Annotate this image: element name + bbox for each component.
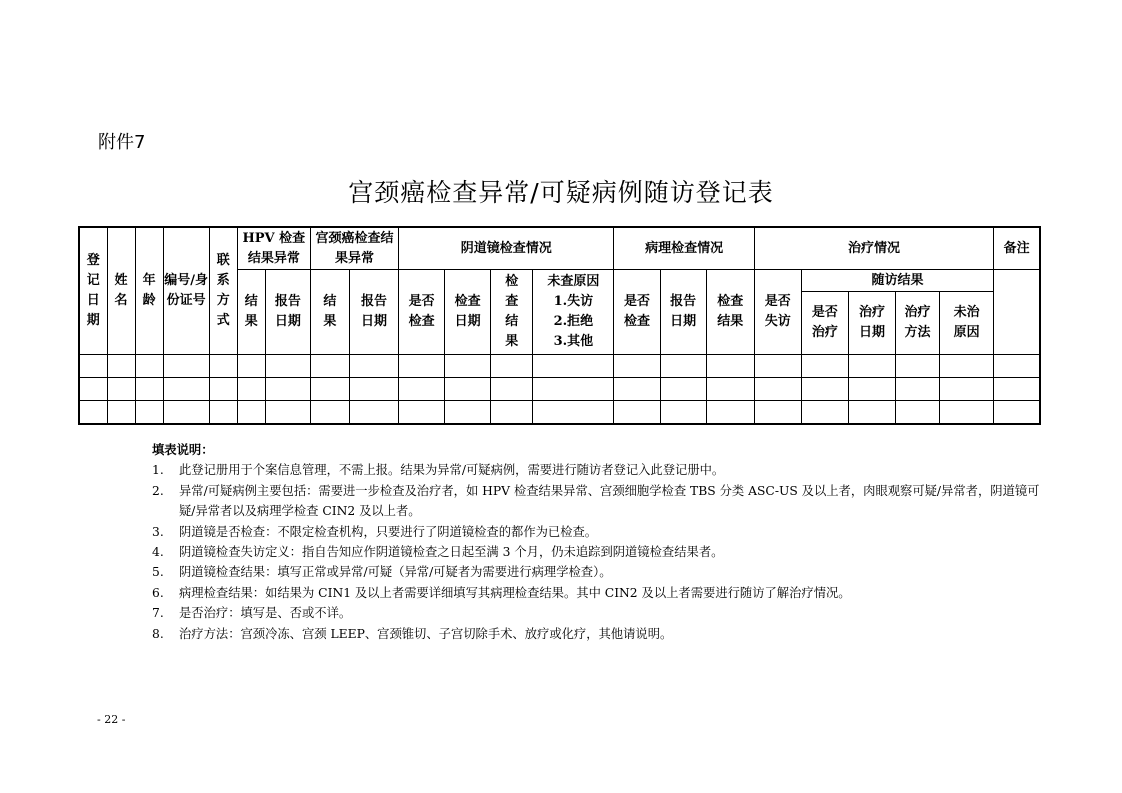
header-age: 年龄 — [135, 227, 163, 355]
reason-1: 1.失访 — [553, 294, 594, 309]
table-row — [79, 378, 1040, 401]
header-cyto-result: 结果 — [310, 270, 349, 355]
table-row — [79, 355, 1040, 378]
header-treat-method: 治疗方法 — [896, 292, 940, 355]
header-cyto-group: 宫颈癌检查结果异常 — [310, 227, 398, 270]
instruction-item: 8. 治疗方法：宫颈冷冻、宫颈 LEEP、宫颈锥切、子宫切除手术、放疗或化疗，其他请说明。 — [152, 626, 673, 641]
header-hpv-result: 结果 — [237, 270, 265, 355]
header-id-number: 编号/身份证号 — [163, 227, 209, 355]
instruction-item: 1. 此登记册用于个案信息管理，不需上报。结果为异常/可疑病例，需要进行随访者登记入此登记册中。 — [152, 463, 725, 478]
header-lost-to-followup: 是否失访 — [754, 270, 801, 355]
instructions-heading: 填表说明： — [152, 442, 214, 457]
header-reg-date: 登记日期 — [79, 227, 107, 355]
header-treat-date: 治疗日期 — [848, 292, 895, 355]
page-number: - 22 - — [97, 713, 126, 726]
reason-3: 3.其他 — [553, 334, 594, 349]
header-followup-result-group: 随访结果 — [801, 270, 993, 292]
header-treated: 是否治疗 — [801, 292, 848, 355]
instruction-item: 2. 异常/可疑病例主要包括：需要进一步检查及治疗者，如 HPV 检查结果异常、宫颈细胞学检查 TBS 分类 ASC-US 及以上者，肉眼观察可疑/异常者，阴道镜可疑/异常者以及病理学检查 CIN2 及以上者。 — [152, 483, 1040, 519]
header-colpo-checked: 是否检查 — [399, 270, 445, 355]
header-colposcopy-group: 阴道镜检查情况 — [399, 227, 614, 270]
header-hpv-report-date: 报告日期 — [265, 270, 310, 355]
fill-instructions — [152, 440, 1052, 644]
table-row — [79, 401, 1040, 425]
attachment-label: 附件7 — [98, 132, 146, 153]
reason-2: 2.拒绝 — [553, 314, 594, 329]
header-remark: 备注 — [994, 227, 1040, 270]
instruction-item: 4. 阴道镜检查失访定义：指自告知应作阴道镜检查之日起至满 3 个月，仍未追踪到阴道镜检查结果者。 — [152, 545, 724, 560]
header-patho-checked: 是否检查 — [614, 270, 660, 355]
header-colpo-check-date: 检查日期 — [445, 270, 491, 355]
header-patho-report-date: 报告日期 — [660, 270, 706, 355]
header-untreated-reason: 未治原因 — [940, 292, 994, 355]
instruction-item: 6. 病理检查结果：如结果为 CIN1 及以上者需要详细填写其病理检查结果。其中 CIN2 及以上者需要进行随访了解治疗情况。 — [152, 585, 851, 600]
header-patho-check-result: 检查结果 — [706, 270, 754, 355]
header-remark-blank — [994, 270, 1040, 355]
reason-title: 未查原因 — [547, 274, 600, 289]
followup-register-table — [78, 226, 1041, 425]
header-name: 姓名 — [107, 227, 135, 355]
header-treatment-group: 治疗情况 — [754, 227, 993, 270]
instruction-item: 5. 阴道镜检查结果：填写正常或异常/可疑（异常/可疑者为需要进行病理学检查）。 — [152, 565, 612, 580]
header-hpv-group: HPV 检查结果异常 — [237, 227, 310, 270]
header-contact: 联系方式 — [209, 227, 237, 355]
header-colpo-check-result: 检查结果 — [491, 270, 533, 355]
instruction-item: 7. 是否治疗：填写是、否或不详。 — [152, 606, 352, 621]
form-title: 宫颈癌检查异常/可疑病例随访登记表 — [348, 178, 774, 207]
header-cyto-report-date: 报告日期 — [349, 270, 398, 355]
instruction-item: 3. 阴道镜是否检查：不限定检查机构，只要进行了阴道镜检查的都作为已检查。 — [152, 524, 598, 539]
header-pathology-group: 病理检查情况 — [614, 227, 754, 270]
header-colpo-reason — [533, 270, 614, 355]
